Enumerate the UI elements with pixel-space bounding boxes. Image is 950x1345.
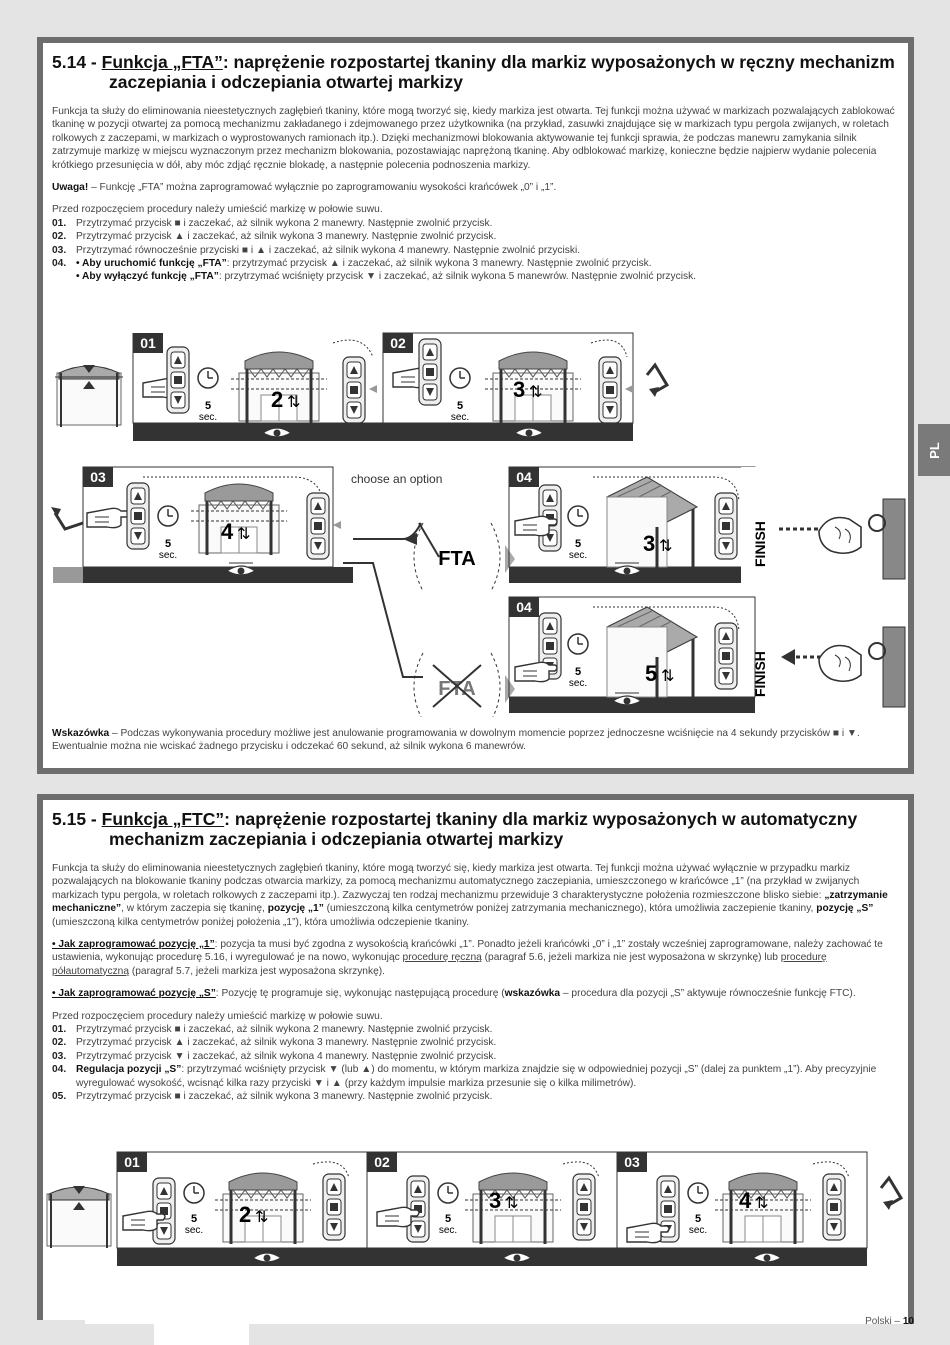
- maneuver-count-5: 5: [645, 661, 658, 686]
- up-down-icon: ⇅: [755, 1193, 769, 1212]
- step-item: [52, 244, 899, 257]
- step-4: [52, 257, 899, 270]
- hand-lock-icon: [779, 499, 905, 579]
- remote-keypad: [127, 483, 149, 549]
- step-4a-text: : przytrzymać przycisk ▲ i zaczekać, aż silnik wykona 3 manewry. Następnie zwolnić przycisk.: [226, 258, 652, 270]
- position-s-paragraph: • Jak zaprogramować pozycję „S”: Pozycję tę programuje się, wykonując następującą procedurę (wskazówka – procedura dla pozycji „S” aktywuje równocześnie funkcję FTC).: [52, 988, 856, 1000]
- hand-unlock-icon: [781, 627, 905, 707]
- ftc-step-03: [617, 1152, 901, 1266]
- step-number: 04.: [52, 258, 67, 270]
- finish-label: FINISH: [752, 521, 768, 567]
- step-number: 04.: [52, 1064, 67, 1076]
- step-01-label: 01: [124, 1154, 140, 1170]
- awning-start-icon: [47, 1186, 111, 1248]
- remote-keypad: [419, 339, 441, 405]
- sec-unit: sec.: [198, 412, 218, 423]
- step-4b-label: • Aby wyłączyć funkcję „FTA”: [76, 271, 219, 283]
- sec-unit: sec.: [158, 550, 178, 561]
- step-number: 03.: [52, 1050, 67, 1062]
- step-text: Przytrzymać przycisk ■ i zaczekać, aż silnik wykona 2 manewry. Następnie zwolnić przycisk.: [76, 1024, 493, 1036]
- step-item: [52, 1036, 899, 1049]
- intro-paragraph: Funkcja ta służy do eliminowania nieestetycznych zagłębień tkaniny, które mogą tworzyć się, kiedy markiza jest otwarta. Tej funkcji można używać w markizach pozwalających zablokować tkaninę w pozycji otwartej za pomocą mechanizmu zakładanego i zdejmowanego przez użytkownika (na przykład, zasuwki znajdujące się w markizach typu pergola zwijanych, w roletach rolkowych z zaczepami, w markizach o wyprostowanych ramionach itp.). Dzięki mechanizmowi blokowania aktywowanie tej funkcji sprawia, że podczas manewru zamykania silnik zatrzymuje markizę w miejscu wyznaczonym przez mechanizm blokowania, pozostawiając naprężoną tkaninę. Aby odblokować markizę, konieczne będzie najpierw wydanie polecenia krótkiego przesunięcia w dół, aby móc zdjąć ręcznie blokadę, a następnie polecenia podnoszenia markizy.: [52, 106, 895, 171]
- step-item: [52, 217, 899, 230]
- step-4-text: [76, 257, 652, 270]
- step-list: [52, 217, 899, 257]
- title-function: Funkcja „FTC”: [101, 809, 225, 829]
- up-down-icon: ⇅: [237, 524, 251, 543]
- clock-icon: [450, 368, 470, 388]
- step-04b-label: 04: [516, 599, 532, 615]
- step-number: 03.: [52, 244, 67, 256]
- sec-unit: sec.: [438, 1225, 458, 1236]
- language-tab-label: PL: [926, 441, 942, 459]
- sec-unit: sec.: [184, 1225, 204, 1236]
- page-footer: [865, 1316, 914, 1327]
- sec-unit: sec.: [568, 550, 588, 561]
- step-04-label: 04: [516, 469, 532, 485]
- step-5: [52, 1090, 899, 1103]
- remote-keypad: [153, 1178, 175, 1244]
- step-number: 02.: [52, 1037, 67, 1049]
- sec-unit: sec.: [568, 678, 588, 689]
- manual-procedure-link[interactable]: procedurę ręczną: [402, 952, 482, 964]
- title-number: 5.14 -: [52, 52, 102, 72]
- position-1-paragraph: • Jak zaprogramować pozycję „1”: pozycja ta musi być zgodna z wysokością krańcówki „1”. Ponadto jeżeli krańcówki „0” i „1” zostały wcześniej zaprogramowane, należy zachować te ustawienia, wykonując procedurę 5.16, i wyregulować je na nowo, wykonując procedurę ręczną (paragraf 5.6, jeżeli markiza nie jest wyposażona w skrzynkę) lub procedurę półautomatyczną (paragraf 5.7, jeżeli markiza jest wyposażona skrzynkę).: [52, 939, 883, 977]
- return-arrow-icon: [55, 513, 83, 529]
- keypad-released-icon: [599, 357, 621, 423]
- title-function: Funkcja „FTA”: [101, 52, 223, 72]
- warning-paragraph: [52, 181, 899, 194]
- step-4-text: Regulacja pozycji „S”: przytrzymać wciśnięty przycisk ▼ (lub ▲) do momentu, w którym markiza znajdzie się w odpowiedniej pozycji „S” (dalej za punktem „1”). Aby precyzyjnie wyregulować wysokość, wcisnąć kilka razy przyciski ▼ i ▲ (przy każdym impulsie markiza przesunie się o kilka milimetrów).: [76, 1064, 877, 1089]
- up-down-icon: ⇅: [659, 536, 673, 555]
- keypad-released-icon: [715, 623, 737, 689]
- step-text: Przytrzymać równocześnie przyciski ■ i ▲ i zaczekać, aż silnik wykona 4 manewry. Następnie zwolnić przyciski.: [76, 244, 581, 256]
- step-item: [52, 230, 899, 243]
- remote-keypad: [167, 347, 189, 413]
- step-number: 05.: [52, 1091, 67, 1103]
- row-3: [414, 597, 905, 717]
- keypad-released-icon: [343, 357, 365, 423]
- step-03-label: 03: [624, 1154, 640, 1170]
- pergola-awning-icon: [607, 477, 697, 571]
- language-tab[interactable]: [918, 424, 950, 476]
- fta-procedure-figure: [43, 327, 908, 717]
- section-5-15: [37, 794, 914, 1324]
- maneuver-count-2: 2: [271, 387, 284, 412]
- awning-icon: [191, 484, 287, 555]
- hint-label: Wskazówka: [52, 728, 110, 739]
- sec-value: 5: [164, 538, 172, 550]
- hint-paragraph: [52, 727, 899, 754]
- step-02-label: 02: [374, 1154, 390, 1170]
- step-item: [52, 1023, 899, 1036]
- step-text: Przytrzymać przycisk ▲ i zaczekać, aż silnik wykona 3 manewry. Następnie zwolnić przycisk.: [76, 1037, 497, 1049]
- step-02-label: 02: [390, 335, 406, 351]
- step-4-label: Regulacja pozycji „S”: [76, 1064, 182, 1076]
- row-2: [51, 467, 905, 677]
- maneuver-count-4: 4: [221, 519, 234, 544]
- step-number: 01.: [52, 1024, 67, 1036]
- choose-option-label: choose an option: [351, 472, 443, 486]
- section-5-14: [37, 37, 914, 774]
- keypad-released-icon: [323, 1174, 345, 1240]
- page-number: 10: [902, 1316, 914, 1327]
- step-03-label: 03: [90, 469, 106, 485]
- step-text: Przytrzymać przycisk ▲ i zaczekać, aż silnik wykona 3 manewry. Następnie zwolnić przycisk.: [76, 231, 497, 243]
- precondition: Przed rozpoczęciem procedury należy umieścić markizę w połowie suwu.: [52, 1010, 383, 1022]
- bottom-strip: [37, 1320, 407, 1345]
- hint-text: – Podczas wykonywania procedury możliwe jest anulowanie programowania w dowolnym momencie poprzez jednoczesne wciśnięcie na 4 sekundy przycisków ■ i ▼. Ewentualnie można nie wciskać żadnego przycisku i odczekać 60 sekund, aż silnik wykona 6 manewrów.: [52, 728, 860, 753]
- step-4b: [52, 270, 899, 283]
- step-4b-text: [76, 270, 696, 283]
- step-text: Przytrzymać przycisk ▼ i zaczekać, aż silnik wykona 4 manewry. Następnie zwolnić przycisk.: [76, 1050, 497, 1062]
- maneuver-count-3b: 3: [643, 531, 656, 556]
- sec-value: 5: [694, 1213, 702, 1225]
- position-1-label: • Jak zaprogramować pozycję „1”: [52, 939, 215, 951]
- maneuver-count-4: 4: [739, 1188, 752, 1213]
- up-down-icon: ⇅: [661, 666, 675, 685]
- sec-value: 5: [204, 400, 212, 412]
- clock-icon: [568, 634, 588, 654]
- sec-value: 5: [574, 538, 582, 550]
- maneuver-count-2: 2: [239, 1202, 252, 1227]
- keypad-released-icon: [307, 493, 329, 559]
- title-number: 5.15 -: [52, 809, 102, 829]
- precondition: Przed rozpoczęciem procedury należy umieścić markizę w połowie suwu.: [52, 204, 383, 216]
- fta-option: FTA: [438, 548, 476, 570]
- maneuver-count-3: 3: [489, 1188, 502, 1213]
- clock-icon: [438, 1183, 458, 1203]
- warning-label: Uwaga!: [52, 182, 89, 194]
- step-4a-label: • Aby uruchomić funkcję „FTA”: [76, 258, 227, 270]
- ftc-procedure-figure: [43, 1148, 908, 1278]
- sec-value: 5: [190, 1213, 198, 1225]
- clock-icon: [184, 1183, 204, 1203]
- step-list: [52, 1023, 899, 1063]
- finish-label: FINISH: [752, 651, 768, 697]
- section-5-15-title: [52, 809, 899, 849]
- awning-start-icon: [55, 365, 123, 427]
- sec-value: 5: [444, 1213, 452, 1225]
- ftc-step-02: [367, 1152, 617, 1266]
- clock-icon: [688, 1183, 708, 1203]
- sec-unit: sec.: [450, 412, 470, 423]
- step-4: [52, 1063, 899, 1090]
- row-1: [55, 333, 667, 441]
- sec-unit: sec.: [688, 1225, 708, 1236]
- clock-icon: [198, 368, 218, 388]
- fta-option-crossed: FTA: [438, 678, 476, 700]
- step-01-label: 01: [140, 335, 156, 351]
- eye-icon: [227, 563, 255, 575]
- keypad-released-icon: [573, 1174, 595, 1240]
- up-down-icon: ⇅: [287, 392, 301, 411]
- semi-automatic-procedure-link[interactable]: procedurę półautomatyczną: [52, 952, 827, 977]
- up-down-icon: ⇅: [505, 1193, 519, 1212]
- footer-language: Polski –: [865, 1316, 903, 1327]
- maneuver-count-3: 3: [513, 377, 526, 402]
- step-number: 02.: [52, 231, 67, 243]
- ftc-step-01: [47, 1152, 367, 1266]
- keypad-released-icon: [823, 1174, 845, 1240]
- position-s-label: • Jak zaprogramować pozycję „S”: [52, 988, 216, 1000]
- step-5-text: Przytrzymać przycisk ■ i zaczekać, aż silnik wykona 3 manewry. Następnie zwolnić przycisk.: [76, 1091, 493, 1103]
- sec-value: 5: [574, 666, 582, 678]
- up-down-icon: ⇅: [255, 1207, 269, 1226]
- sec-value: 5: [456, 400, 464, 412]
- step-text: Przytrzymać przycisk ■ i zaczekać, aż silnik wykona 2 manewry. Następnie zwolnić przycisk.: [76, 217, 493, 229]
- clock-icon: [158, 506, 178, 526]
- step-4b-text-body: : przytrzymać wciśnięty przycisk ▼ i zaczekać, aż silnik wykona 5 manewrów. Następnie zwolnić przycisk.: [218, 271, 696, 283]
- section-5-14-title: [52, 52, 899, 92]
- keypad-released-icon: [715, 493, 737, 559]
- step-item: [52, 1050, 899, 1063]
- clock-icon: [568, 506, 588, 526]
- warning-text: – Funkcję „FTA” można zaprogramować wyłącznie po zaprogramowaniu wysokości krańcówek „0” i „1”.: [88, 182, 557, 194]
- intro-paragraph: Funkcja ta służy do eliminowania nieestetycznych zagłębień tkaniny, które mogą tworzyć się, kiedy markiza jest otwarta. Tej funkcji można używać wyłącznie w przypadku markiz pozwalających na blokowanie tkaniny podczas otwarcia markizy, za pomocą mechanizmu automatycznego zaczepiania, umieszczonego w krańcówce „1” (na przykład w zwijanych markizach typu pergola, w roletach rolkowych z zaczepami itp.). Zazwyczaj ten rodzaj mechanizmu przewiduje 3 charakterystyczne położenia rozmieszczone blisko siebie: „zatrzymanie mechaniczne”, w którym zaczepia się tkaninę, pozycję „1” (umieszczoną kilka centymetrów poniżej zatrzymania mechanicznego), która umożliwia zaczepienie tkaniny, pozycję „S” (umieszczoną kilka centymetrów poniżej położenia „1”), która umożliwia odczepienie tkaniny.: [52, 863, 888, 928]
- title-rest: : naprężenie rozpostartej tkaniny dla markiz wyposażonych w ręczny mechanizm zaczepiania i odczepiania otwartej markizy: [109, 52, 895, 92]
- title-rest: : naprężenie rozpostartej tkaniny dla markiz wyposażonych w automatyczny mechanizm zaczepiania i odczepiania otwartej markizy: [109, 809, 858, 849]
- up-down-icon: ⇅: [529, 382, 543, 401]
- pergola-awning-icon: [607, 607, 697, 701]
- step-number: 01.: [52, 217, 67, 229]
